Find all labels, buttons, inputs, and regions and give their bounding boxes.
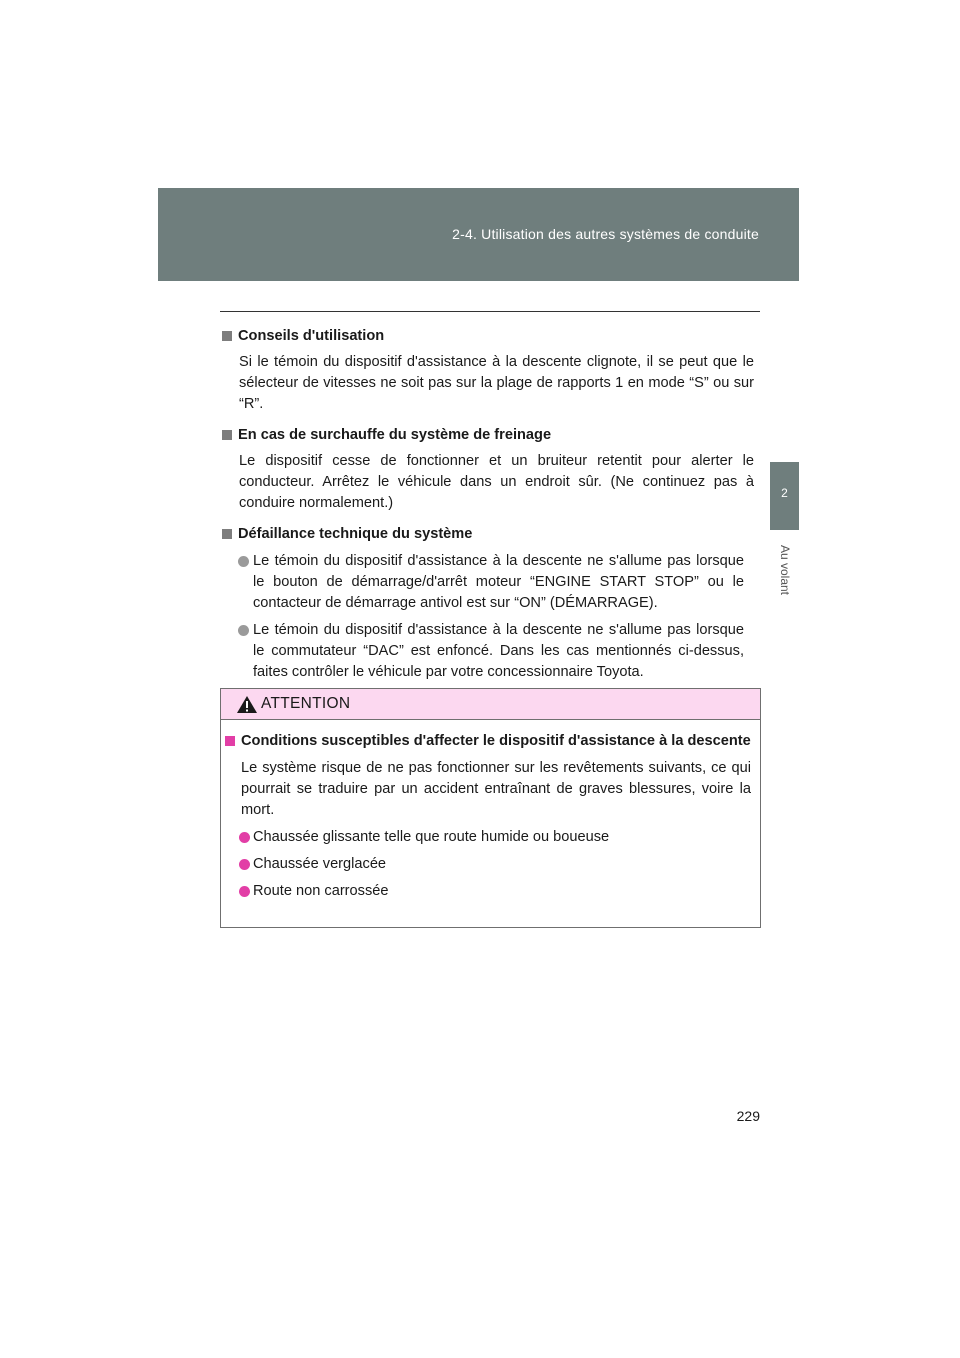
main-content	[222, 326, 754, 683]
chapter-title: 2-4. Utilisation des autres systèmes de conduite	[452, 226, 759, 242]
warning-header	[221, 689, 760, 720]
round-bullet-icon	[239, 832, 250, 843]
section-heading: Conseils d'utilisation	[222, 326, 754, 347]
round-bullet-icon	[239, 886, 250, 897]
side-label-text: Au volant	[777, 544, 792, 596]
list-item: Route non carrossée	[225, 881, 751, 902]
page-number: 229	[736, 1108, 760, 1124]
square-bullet-icon	[222, 430, 232, 440]
warning-heading: Conditions susceptibles d'affecter le dispositif d'assistance à la descente	[225, 731, 751, 752]
warning-label: ATTENTION	[261, 695, 351, 712]
section-text: Le dispositif cesse de fonctionner et un bruiteur retentit pour alerter le conducteur. Arrêtez le véhicule dans un endroit sûr. (Ne continuez pas à conduire normalement.)	[239, 453, 754, 511]
list-item: Chaussée verglacée	[225, 854, 751, 875]
section-heading: En cas de surchauffe du système de freinage	[222, 425, 754, 446]
round-bullet-icon	[238, 556, 249, 567]
square-bullet-icon	[222, 529, 232, 539]
section-text: Si le témoin du dispositif d'assistance à la descente clignote, il se peut que le sélecteur de vitesses ne soit pas sur la plage de rapports 1 en mode “S” ou sur “R”.	[239, 354, 754, 412]
list-item: Le témoin du dispositif d'assistance à la descente ne s'allume pas lorsque le bouton de démarrage/d'arrêt moteur “ENGINE START STOP” ou le contacteur de démarrage antivol est sur “ON” (DÉMARRAGE).	[222, 551, 754, 614]
list-item: Le témoin du dispositif d'assistance à la descente ne s'allume pas lorsque le commutateur “DAC” est enfoncé. Dans les cas mentionnés ci-dessus, faites contrôler le véhicule par votre concessionnaire Toyota.	[222, 620, 754, 683]
square-bullet-icon	[225, 736, 235, 746]
warning-box	[220, 688, 761, 928]
warning-triangle-icon	[236, 695, 258, 714]
list-item: Chaussée glissante telle que route humide ou boueuse	[225, 827, 751, 848]
side-chapter-label	[770, 530, 799, 610]
side-tab-number: 2	[781, 486, 788, 500]
warning-text: Le système risque de ne pas fonctionner sur les revêtements suivants, ce qui pourrait se traduire par un accident entraînant de graves blessures, voire la mort.	[241, 760, 751, 818]
round-bullet-icon	[239, 859, 250, 870]
side-chapter-tab	[770, 462, 799, 530]
section-heading: Défaillance technique du système	[222, 524, 754, 545]
round-bullet-icon	[238, 625, 249, 636]
header-rule	[220, 311, 760, 312]
warning-body	[225, 731, 751, 902]
square-bullet-icon	[222, 331, 232, 341]
chapter-header	[158, 188, 799, 281]
